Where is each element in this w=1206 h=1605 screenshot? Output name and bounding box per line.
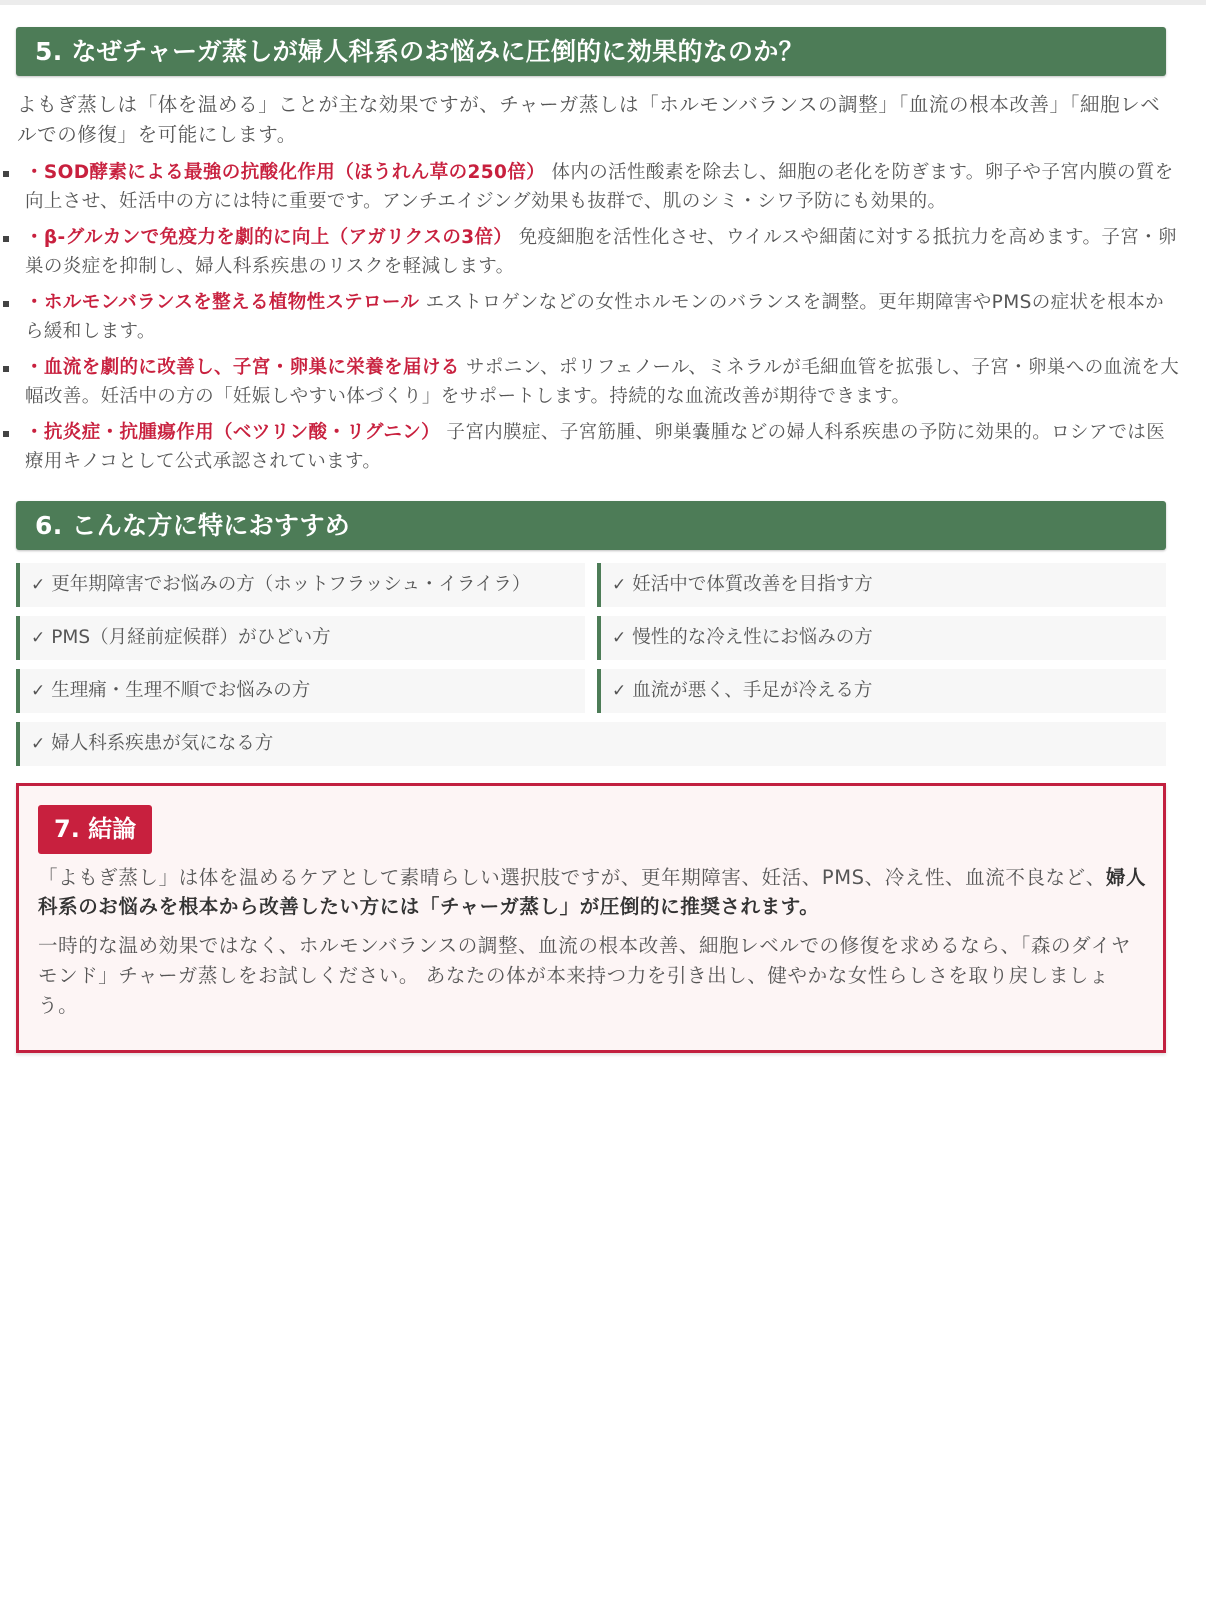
top-edge-strip [0, 0, 1206, 5]
benefit-text: 体内の活性酸素を除去し、細胞の老化を防ぎます。卵子や子宮内膜の質を向上させ、妊活中の方には特に重要です。アンチエイジング効果も抜群で、肌のシミ・シワ予防にも効果的。 [25, 162, 1174, 212]
benefit-title: ・β-グルカンで免疫力を劇的に向上（アガリクスの3倍） [25, 227, 513, 248]
benefit-item-beta-glucan [0, 224, 1180, 281]
recommendation-item [597, 563, 1166, 607]
conclusion-paragraph-2: 一時的な温め効果ではなく、ホルモンバランスの調整、血流の根本改善、細胞レベルでの修復を求めるなら、「森のダイヤモンド」チャーガ蒸しをお試しください。 あなたの体が本来持つ力を引き出し、健やかな女性らしさを取り戻しましょう。 [38, 934, 1132, 1017]
conclusion-lead-text: 「よもぎ蒸し」は体を温めるケアとして素晴らしい選択肢ですが、更年期障害、妊活、PMS、冷え性、血流不良など、 [38, 866, 1106, 889]
list-bullet-icon [3, 171, 9, 177]
recommendation-label: 血流が悪く、手足が冷える方 [632, 680, 873, 701]
conclusion-badge: 7. 結論 [38, 805, 152, 854]
benefit-text: 子宮内膜症、子宮筋腫、卵巣嚢腫などの婦人科系疾患の予防に効果的。ロシアでは医療用キノコとして公式承認されています。 [25, 422, 1166, 472]
list-bullet-icon [3, 236, 9, 242]
recommendation-item [16, 722, 1166, 766]
benefit-title: ・SOD酵素による最強の抗酸化作用（ほうれん草の250倍） [25, 162, 546, 183]
benefit-title: ・ホルモンバランスを整える植物性ステロール [25, 292, 420, 313]
benefit-text: 免疫細胞を活性化させ、ウイルスや細菌に対する抵抗力を高めます。子宮・卵巣の炎症を抑制し、婦人科系疾患のリスクを軽減します。 [25, 227, 1177, 277]
recommendation-label: 妊活中で体質改善を目指す方 [632, 574, 873, 595]
benefit-text: サポニン、ポリフェノール、ミネラルが毛細血管を拡張し、子宮・卵巣への血流を大幅改善。妊活中の方の「妊娠しやすい体づくり」をサポートします。持続的な血流改善が期待できます。 [25, 357, 1180, 407]
list-bullet-icon [3, 431, 9, 437]
recommendation-item [597, 616, 1166, 660]
benefit-text: エストロゲンなどの女性ホルモンのバランスを調整。更年期障害やPMSの症状を根本から緩和します。 [25, 292, 1165, 342]
recommendation-item [16, 563, 585, 607]
benefit-title: ・血流を劇的に改善し、子宮・卵巣に栄養を届ける [25, 357, 460, 378]
recommendation-item [16, 669, 585, 713]
check-icon: ✓ [31, 628, 46, 648]
benefit-item-sterol [0, 289, 1180, 346]
recommendation-label: PMS（月経前症候群）がひどい方 [51, 627, 331, 648]
conclusion-box [16, 783, 1166, 1053]
benefit-item-anti-inflammatory [0, 419, 1180, 476]
recommendation-grid [16, 563, 1166, 766]
check-icon: ✓ [31, 681, 46, 701]
section-6-header: 6. こんな方に特におすすめ [16, 501, 1166, 550]
check-icon: ✓ [31, 734, 46, 754]
conclusion-paragraph-1 [38, 863, 1148, 921]
conclusion-emphasis-text: 婦人科系のお悩みを根本から改善したい方には「チャーガ蒸し」が圧倒的に推奨されます。 [38, 866, 1147, 918]
recommendation-label: 慢性的な冷え性にお悩みの方 [632, 627, 873, 648]
check-icon: ✓ [612, 575, 627, 595]
recommendation-item [16, 616, 585, 660]
section-5-header: 5. なぜチャーガ蒸しが婦人科系のお悩みに圧倒的に効果的なのか？ [16, 27, 1166, 76]
benefit-title: ・抗炎症・抗腫瘍作用（ベツリン酸・リグニン） [25, 422, 441, 443]
check-icon: ✓ [612, 628, 627, 648]
benefit-item-sod [0, 159, 1180, 216]
benefit-item-blood-flow [0, 354, 1180, 411]
check-icon: ✓ [31, 575, 46, 595]
recommendation-item [597, 669, 1166, 713]
benefits-list [0, 159, 1180, 484]
check-icon: ✓ [612, 681, 627, 701]
recommendation-label: 更年期障害でお悩みの方（ホットフラッシュ・イライラ） [51, 574, 531, 595]
recommendation-label: 婦人科系疾患が気になる方 [51, 733, 274, 754]
list-bullet-icon [3, 301, 9, 307]
section-5-intro: よもぎ蒸しは「体を温める」ことが主な効果ですが、チャーガ蒸しは「ホルモンバランスの調整」「血流の根本改善」「細胞レベルでの修復」を可能にします。 [17, 93, 1161, 146]
recommendation-label: 生理痛・生理不順でお悩みの方 [51, 680, 311, 701]
list-bullet-icon [3, 366, 9, 372]
